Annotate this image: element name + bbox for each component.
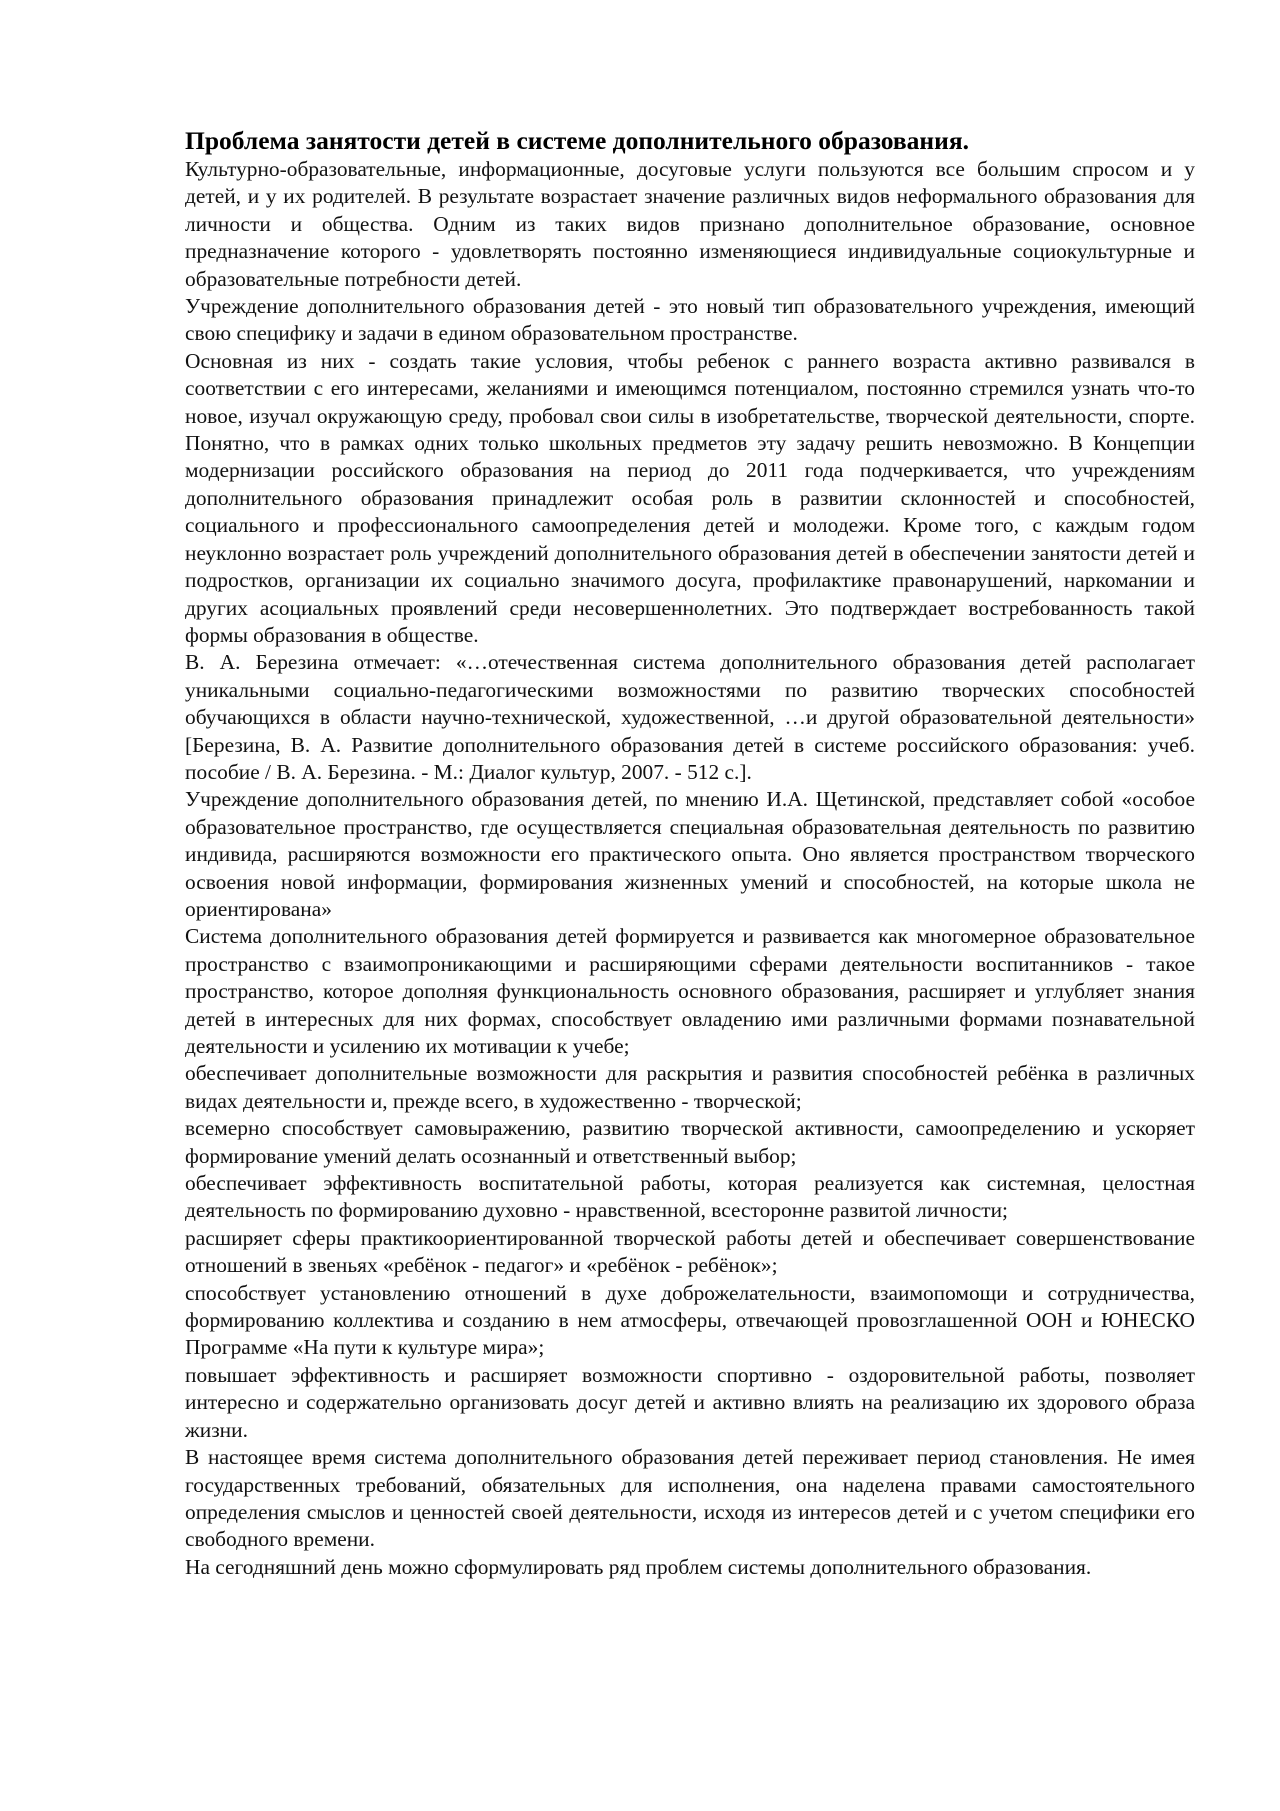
paragraph: обеспечивает эффективность воспитательной работы, которая реализуется как системная, целостная деятельность по формированию духовно - нравственной, всесторонне развитой личности; [185, 1171, 1195, 1223]
paragraph: обеспечивает дополнительные возможности для раскрытия и развития способностей ребёнка в различных видах деятельности и, прежде всего, в художественно - творческой; [185, 1061, 1195, 1113]
paragraph: Учреждение дополнительного образования детей, по мнению И.А. Щетинской, представляет собой «особое образовательное пространство, где осуществляется специальная образовательная деятельность по развитию индивида, расширяются возможности его практического опыта. Оно является пространством творческого освоения новой информации, формирования жизненных умений и способностей, на которые школа не ориентирована» [185, 787, 1195, 921]
paragraph: Система дополнительного образования детей формируется и развивается как многомерное образовательное пространство с взаимопроникающими и расширяющими сферами деятельности воспитанников - такое пространство, которое дополняя функциональность основного образования, расширяет и углубляет знания детей в интересных для них формах, способствует овладению ими различными формами познавательной деятельности и усилению их мотивации к учебе; [185, 924, 1195, 1058]
paragraph: всемерно способствует самовыражению, развитию творческой активности, самоопределению и ускоряет формирование умений делать осознанный и ответственный выбор; [185, 1116, 1195, 1168]
document-title: Проблема занятости детей в системе дополнительного образования. [185, 126, 969, 155]
paragraph: В настоящее время система дополнительного образования детей переживает период становления. Не имея государственных требований, обязательных для исполнения, она наделена правами самостоятельного определения смыслов и ценностей своей деятельности, исходя из интересов детей и с учетом специфики его свободного времени. [185, 1445, 1195, 1552]
paragraph: Культурно-образовательные, информационные, досуговые услуги пользуются все большим спросом и у детей, и у их родителей. В результате возрастает значение различных видов неформального образования для личности и общества. Одним из таких видов признано дополнительное образование, основное предназначение которого - удовлетворять постоянно изменяющиеся индивидуальные социокультурные и образовательные потребности детей. [185, 157, 1195, 291]
paragraph: В. А. Березина отмечает: «…отечественная система дополнительного образования детей располагает уникальными социально-педагогическими возможностями по развитию творческих способностей обучающихся в области научно-технической, художественной, …и другой образовательной деятельности» [Березина, В. А. Развитие дополнительного образования детей в системе российского образования: учеб. пособие / В. А. Березина. - М.: Диалог культур, 2007. - 512 с.]. [185, 650, 1195, 784]
paragraph: повышает эффективность и расширяет возможности спортивно - оздоровительной работы, позволяет интересно и содержательно организовать досуг детей и активно влиять на реализацию их здорового образа жизни. [185, 1362, 1195, 1442]
document-page [185, 126, 1195, 1581]
paragraph: Учреждение дополнительного образования детей - это новый тип образовательного учреждения, имеющий свою специфику и задачи в едином образовательном пространстве. [185, 294, 1195, 346]
paragraph: Основная из них - создать такие условия, чтобы ребенок с раннего возраста активно развивался в соответствии с его интересами, желаниями и имеющимся потенциалом, постоянно стремился узнать что-то новое, изучал окружающую среду, пробовал свои силы в изобретательстве, творческой деятельности, спорте. Понятно, что в рамках одних только школьных предметов эту задачу решить невозможно. В Концепции модернизации российского образования на период до 2011 года подчеркивается, что учреждениям дополнительного образования принадлежит особая роль в развитии склонностей и способностей, социального и профессионального самоопределения детей и молодежи. Кроме того, с каждым годом неуклонно возрастает роль учреждений дополнительного образования детей в обеспечении занятости детей и подростков, организации их социально значимого досуга, профилактике правонарушений, наркомании и других асоциальных проявлений среди несовершеннолетних. Это подтверждает востребованность такой формы образования в обществе. [185, 348, 1195, 647]
paragraph: На сегодняшний день можно сформулировать ряд проблем системы дополнительного образования. [185, 1554, 1092, 1579]
paragraph: способствует установлению отношений в духе доброжелательности, взаимопомощи и сотрудничества, формированию коллектива и созданию в нем атмосферы, отвечающей провозглашенной ООН и ЮНЕСКО Программе «На пути к культуре мира»; [185, 1280, 1195, 1360]
paragraph: расширяет сферы практикоориентированной творческой работы детей и обеспечивает совершенствование отношений в звеньях «ребёнок - педагог» и «ребёнок - ребёнок»; [185, 1225, 1195, 1278]
